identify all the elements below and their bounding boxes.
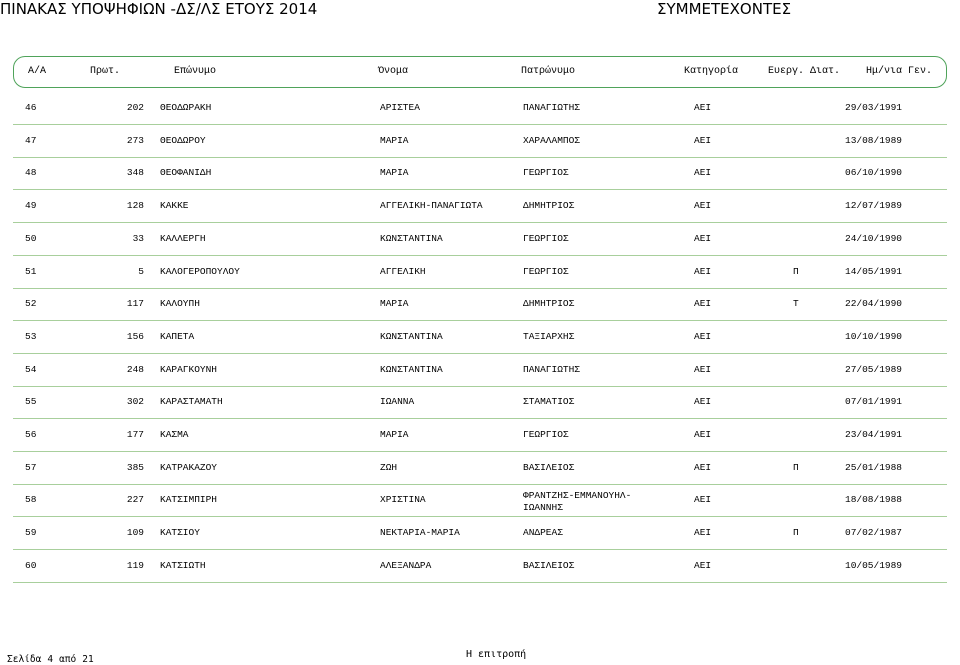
- father-name-cell: [523, 527, 563, 539]
- category-cell: ΑΕΙ: [694, 265, 712, 277]
- first-name-cell: ΜΑΡΙΑ: [380, 429, 409, 440]
- protocol-number: 302: [126, 396, 144, 408]
- row-number: 58: [25, 494, 37, 506]
- first-name-cell: ΧΡΙΣΤΙΝΑ: [380, 494, 426, 506]
- document-title: ΠΙΝΑΚΑΣ ΥΠΟΨΗΦΙΩΝ -ΔΣ/ΛΣ ΕΤΟΥΣ 2014: [0, 0, 318, 18]
- first-name-cell: ΜΑΡΙΑ: [380, 134, 409, 146]
- row-number: 60: [25, 559, 37, 571]
- protocol-number: 33: [132, 232, 144, 244]
- surname-cell: ΚΑΡΑΣΤΑΜΑΤΗ: [160, 396, 223, 408]
- father-name-line: ΓΕΩΡΓΙΟΣ: [523, 167, 569, 179]
- table-row: [13, 354, 947, 387]
- row-number: 53: [25, 330, 37, 342]
- protocol-number: 109: [126, 527, 144, 539]
- surname-cell: ΚΑΤΣΙΩΤΗ: [160, 559, 206, 571]
- row-number: 56: [25, 429, 37, 440]
- father-name-line-2: ΙΩΑΝΝΗΣ: [523, 502, 563, 514]
- father-name-line: ΓΕΩΡΓΙΟΣ: [523, 265, 569, 277]
- table-row: [13, 223, 947, 256]
- column-header-aa: Α/Α: [28, 66, 47, 77]
- birth-date-cell: 27/05/1989: [845, 363, 903, 375]
- table-row: [13, 517, 947, 550]
- priority-cell: Π: [793, 265, 799, 277]
- first-name-cell: ΑΓΓΕΛΙΚΗ: [380, 265, 426, 277]
- father-name-line: ΠΑΝΑΓΙΩΤΗΣ: [523, 363, 581, 375]
- first-name-cell: ΙΩΑΝΝΑ: [380, 396, 415, 408]
- protocol-number: 348: [126, 167, 144, 179]
- protocol-number: 202: [126, 102, 144, 113]
- first-name-cell: ΚΩΝΣΤΑΝΤΙΝΑ: [380, 363, 443, 375]
- category-cell: ΑΕΙ: [694, 298, 712, 310]
- protocol-number: 248: [126, 363, 144, 375]
- column-header-name: Όνομα: [378, 66, 409, 77]
- category-cell: ΑΕΙ: [694, 559, 712, 571]
- category-cell: ΑΕΙ: [694, 232, 712, 244]
- row-number: 59: [25, 527, 37, 539]
- surname-cell: ΘΕΟΔΩΡΑΚΗ: [160, 102, 212, 113]
- row-number: 50: [25, 232, 37, 244]
- category-cell: ΑΕΙ: [694, 494, 712, 506]
- father-name-line: ΣΤΑΜΑΤΙΟΣ: [523, 396, 575, 408]
- first-name-cell: ΚΩΝΣΤΑΝΤΙΝΑ: [380, 232, 443, 244]
- table-row: [13, 190, 947, 223]
- first-name-cell: ΚΩΝΣΤΑΝΤΙΝΑ: [380, 330, 443, 342]
- surname-cell: ΚΑΚΚΕ: [160, 200, 189, 212]
- committee-signature: Η επιτροπή: [466, 649, 527, 660]
- row-number: 49: [25, 200, 37, 212]
- row-number: 51: [25, 265, 37, 277]
- row-number: 57: [25, 461, 37, 473]
- category-cell: ΑΕΙ: [694, 396, 712, 408]
- first-name-cell: ΑΛΕΞΑΝΔΡΑ: [380, 559, 432, 571]
- birth-date-cell: 24/10/1990: [845, 232, 903, 244]
- column-header-dob: Ημ/νια Γεν.: [866, 66, 933, 77]
- table-row: [13, 125, 947, 158]
- priority-cell: Π: [793, 527, 799, 539]
- surname-cell: ΚΑΤΡΑΚΑΖΟΥ: [160, 461, 218, 473]
- category-cell: ΑΕΙ: [694, 200, 712, 212]
- row-number: 47: [25, 134, 37, 146]
- father-name-cell: [523, 429, 569, 441]
- page-indicator: [7, 654, 100, 665]
- surname-cell: ΚΑΛΟΓΕΡΟΠΟΥΛΟΥ: [160, 265, 240, 277]
- row-number: 52: [25, 298, 37, 310]
- page-number: 4: [47, 654, 54, 665]
- protocol-number: 5: [138, 265, 144, 277]
- table-row: [13, 256, 947, 289]
- birth-date-cell: 07/01/1991: [845, 396, 903, 408]
- birth-date-cell: 06/10/1990: [845, 167, 903, 179]
- father-name-line: ΓΕΩΡΓΙΟΣ: [523, 429, 569, 440]
- father-name-cell: [523, 233, 569, 245]
- table-row: [13, 484, 947, 517]
- father-name-cell: [523, 266, 569, 278]
- father-name-cell: [523, 135, 580, 147]
- surname-cell: ΚΑΣΜΑ: [160, 429, 189, 440]
- birth-date-cell: 25/01/1988: [845, 461, 903, 473]
- protocol-number: 227: [126, 494, 144, 506]
- priority-cell: Τ: [793, 298, 799, 310]
- column-header-prot: Πρωτ.: [90, 66, 121, 77]
- father-name-cell: [523, 396, 574, 408]
- protocol-number: 156: [126, 330, 144, 342]
- father-name-cell: [523, 298, 574, 310]
- document-status-title: ΣΥΜΜΕΤΕΧΟΝΤΕΣ: [657, 0, 792, 18]
- father-name-line: ΓΕΩΡΓΙΟΣ: [523, 232, 569, 244]
- row-number: 48: [25, 167, 37, 179]
- father-name-cell: [523, 102, 580, 114]
- surname-cell: ΚΑΠΕΤΑ: [160, 330, 195, 342]
- row-number: 46: [25, 102, 37, 113]
- category-cell: ΑΕΙ: [694, 429, 712, 440]
- protocol-number: 128: [126, 200, 144, 212]
- father-name-line: ΠΑΝΑΓΙΩΤΗΣ: [523, 102, 581, 113]
- father-name-cell: [523, 462, 574, 474]
- page-total: 21: [82, 654, 94, 665]
- father-name-cell: [523, 490, 631, 514]
- of-word: από: [59, 654, 77, 665]
- birth-date-cell: 14/05/1991: [845, 265, 903, 277]
- category-cell: ΑΕΙ: [694, 330, 712, 342]
- father-name-line: ΔΗΜΗΤΡΙΟΣ: [523, 200, 575, 212]
- birth-date-cell: 29/03/1991: [845, 102, 903, 113]
- table-row: [13, 419, 947, 452]
- surname-cell: ΚΑΛΛΕΡΓΗ: [160, 232, 206, 244]
- father-name-line: ΒΑΣΙΛΕΙΟΣ: [523, 559, 575, 571]
- table-row: [13, 92, 947, 125]
- table-row: [13, 288, 947, 321]
- first-name-cell: ΝΕΚΤΑΡΙΑ-ΜΑΡΙΑ: [380, 527, 460, 539]
- column-header-father: Πατρώνυμο: [521, 66, 576, 77]
- father-name-line: ΑΝΔΡΕΑΣ: [523, 527, 563, 539]
- column-header-priority: Ευεργ. Διατ.: [768, 66, 841, 77]
- category-cell: ΑΕΙ: [694, 461, 712, 473]
- birth-date-cell: 22/04/1990: [845, 298, 903, 310]
- table-row: [13, 452, 947, 485]
- father-name-line: ΔΗΜΗΤΡΙΟΣ: [523, 298, 575, 310]
- father-name-cell: [523, 200, 574, 212]
- birth-date-cell: 10/10/1990: [845, 330, 903, 342]
- row-number: 55: [25, 396, 37, 408]
- first-name-cell: ΜΑΡΙΑ: [380, 167, 409, 179]
- father-name-line: ΤΑΞΙΑΡΧΗΣ: [523, 330, 575, 342]
- category-cell: ΑΕΙ: [694, 167, 712, 179]
- protocol-number: 119: [126, 559, 144, 571]
- father-name-cell: [523, 560, 574, 572]
- birth-date-cell: 10/05/1989: [845, 559, 903, 571]
- surname-cell: ΚΑΛΟΥΠΗ: [160, 298, 200, 310]
- priority-cell: Π: [793, 461, 799, 473]
- birth-date-cell: 23/04/1991: [845, 429, 903, 440]
- column-header-surname: Επώνυμο: [174, 66, 217, 77]
- surname-cell: ΚΑΤΣΙΜΠΙΡΗ: [160, 494, 218, 506]
- table-row: [13, 157, 947, 190]
- column-header-category: Κατηγορία: [684, 66, 739, 77]
- father-name-line: ΒΑΣΙΛΕΙΟΣ: [523, 461, 575, 473]
- father-name-line: ΧΑΡΑΛΑΜΠΟΣ: [523, 134, 581, 146]
- first-name-cell: ΑΡΙΣΤΕΑ: [380, 102, 420, 113]
- birth-date-cell: 18/08/1988: [845, 494, 903, 506]
- surname-cell: ΚΑΡΑΓΚΟΥΝΗ: [160, 363, 218, 375]
- category-cell: ΑΕΙ: [694, 363, 712, 375]
- table-row: [13, 321, 947, 354]
- protocol-number: 273: [126, 134, 144, 146]
- surname-cell: ΘΕΟΔΩΡΟΥ: [160, 134, 206, 146]
- first-name-cell: ΖΩΗ: [380, 461, 398, 473]
- birth-date-cell: 12/07/1989: [845, 200, 903, 212]
- surname-cell: ΚΑΤΣΙΟΥ: [160, 527, 200, 539]
- father-name-cell: [523, 331, 574, 343]
- birth-date-cell: 07/02/1987: [845, 527, 903, 539]
- first-name-cell: ΑΓΓΕΛΙΚΗ-ΠΑΝΑΓΙΩΤΑ: [380, 200, 483, 212]
- surname-cell: ΘΕΟΦΑΝΙΔΗ: [160, 167, 212, 179]
- category-cell: ΑΕΙ: [694, 134, 712, 146]
- father-name-cell: [523, 167, 569, 179]
- father-name-cell: [523, 364, 580, 376]
- first-name-cell: ΜΑΡΙΑ: [380, 298, 409, 310]
- table-row: [13, 550, 947, 583]
- table-row: [13, 386, 947, 419]
- category-cell: ΑΕΙ: [694, 102, 712, 113]
- row-number: 54: [25, 363, 37, 375]
- protocol-number: 177: [126, 429, 144, 440]
- birth-date-cell: 13/08/1989: [845, 134, 903, 146]
- protocol-number: 385: [126, 461, 144, 473]
- protocol-number: 117: [126, 298, 144, 310]
- category-cell: ΑΕΙ: [694, 527, 712, 539]
- page-word: Σελίδα: [7, 654, 42, 665]
- father-name-line: ΦΡΑΝΤΖΗΣ-ΕΜΜΑΝΟΥΗΛ-: [523, 490, 632, 502]
